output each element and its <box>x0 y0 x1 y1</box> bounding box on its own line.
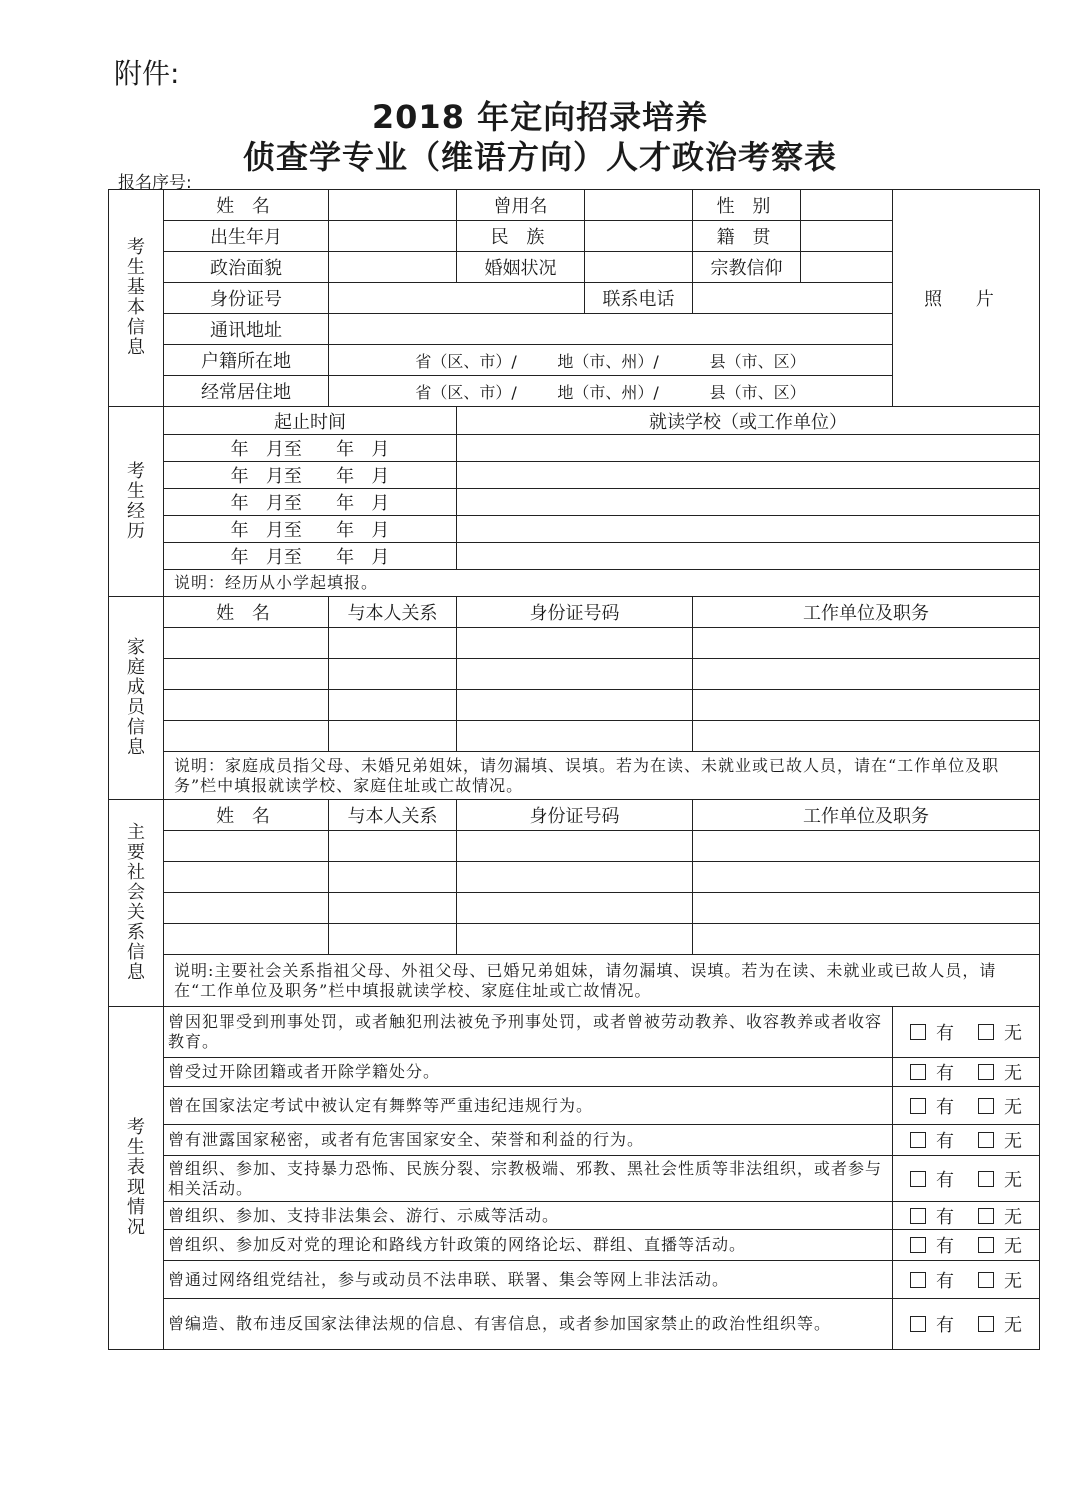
social-cell[interactable] <box>329 862 457 893</box>
family-cell[interactable] <box>693 690 1040 721</box>
former-name-field[interactable] <box>585 190 693 221</box>
conduct-item-text: 曾组织、参加、支持暴力恐怖、民族分裂、宗教极端、邪教、黑社会性质等非法组织，或者参与相关活动。 <box>164 1156 893 1202</box>
yes-checkbox[interactable] <box>910 1098 926 1114</box>
school-field[interactable] <box>457 489 1040 516</box>
political-field[interactable] <box>329 252 457 283</box>
household-label: 户籍所在地 <box>164 345 329 376</box>
section-label-basic: 考 生 基 本 信 息 <box>109 190 164 407</box>
examination-form-table <box>108 189 1040 1350</box>
school-field[interactable] <box>457 516 1040 543</box>
family-cell[interactable] <box>164 721 329 752</box>
social-name-header: 姓 名 <box>164 800 329 831</box>
section-label-social: 主 要 社 会 关 系 信 息 <box>109 800 164 1007</box>
social-cell[interactable] <box>164 831 329 862</box>
family-cell[interactable] <box>693 659 1040 690</box>
family-cell[interactable] <box>164 628 329 659</box>
no-checkbox[interactable] <box>978 1171 994 1187</box>
title-line-1: 2018 年定向招录培养 <box>371 98 709 136</box>
conduct-item-text: 曾组织、参加、支持非法集会、游行、示威等活动。 <box>164 1202 893 1230</box>
address-field[interactable] <box>329 314 893 345</box>
family-cell[interactable] <box>164 690 329 721</box>
attachment-label: 附件: <box>114 57 180 90</box>
serial-number-label: 报名序号: <box>118 173 192 193</box>
social-id-header: 身份证号码 <box>457 800 693 831</box>
period-field[interactable]: 年 月至 年 月 <box>164 435 457 462</box>
conduct-choice[interactable]: 有 无 <box>893 1156 1040 1202</box>
social-cell[interactable] <box>693 862 1040 893</box>
social-cell[interactable] <box>164 924 329 955</box>
section-label-experience: 考 生 经 历 <box>109 407 164 597</box>
yes-checkbox[interactable] <box>910 1316 926 1332</box>
social-cell[interactable] <box>457 924 693 955</box>
yes-checkbox[interactable] <box>910 1272 926 1288</box>
conduct-choice[interactable]: 有 无 <box>893 1087 1040 1125</box>
social-cell[interactable] <box>329 924 457 955</box>
no-checkbox[interactable] <box>978 1208 994 1224</box>
period-field[interactable]: 年 月至 年 月 <box>164 489 457 516</box>
social-cell[interactable] <box>693 924 1040 955</box>
yes-checkbox[interactable] <box>910 1208 926 1224</box>
phone-field[interactable] <box>693 283 893 314</box>
conduct-choice[interactable]: 有 无 <box>893 1261 1040 1299</box>
section-label-conduct: 考 生 表 现 情 况 <box>109 1007 164 1350</box>
conduct-choice[interactable]: 有 无 <box>893 1125 1040 1156</box>
social-cell[interactable] <box>457 893 693 924</box>
family-relation-header: 与本人关系 <box>329 597 457 628</box>
period-field[interactable]: 年 月至 年 月 <box>164 543 457 570</box>
conduct-item-text: 曾受过开除团籍或者开除学籍处分。 <box>164 1058 893 1087</box>
no-checkbox[interactable] <box>978 1024 994 1040</box>
yes-checkbox[interactable] <box>910 1132 926 1148</box>
former-name-label: 曾用名 <box>457 190 585 221</box>
residence-field[interactable]: 省（区、市）/ 地（市、州）/ 县（市、区） <box>329 376 893 407</box>
native-place-field[interactable] <box>801 221 893 252</box>
family-cell[interactable] <box>693 628 1040 659</box>
family-cell[interactable] <box>329 690 457 721</box>
family-cell[interactable] <box>457 628 693 659</box>
conduct-item-text: 曾在国家法定考试中被认定有舞弊等严重违纪违规行为。 <box>164 1087 893 1125</box>
native-place-label: 籍 贯 <box>693 221 801 252</box>
name-label: 姓 名 <box>164 190 329 221</box>
social-cell[interactable] <box>164 862 329 893</box>
conduct-choice[interactable]: 有 无 <box>893 1058 1040 1087</box>
social-cell[interactable] <box>329 893 457 924</box>
ethnicity-field[interactable] <box>585 221 693 252</box>
conduct-choice[interactable]: 有 无 <box>893 1007 1040 1058</box>
conduct-item-text: 曾组织、参加反对党的理论和路线方针政策的网络论坛、群组、直播等活动。 <box>164 1230 893 1261</box>
family-cell[interactable] <box>164 659 329 690</box>
id-number-field[interactable] <box>329 283 585 314</box>
marital-label: 婚姻状况 <box>457 252 585 283</box>
section-label-family: 家 庭 成 员 信 息 <box>109 597 164 800</box>
conduct-item-text: 曾有泄露国家秘密，或者有危害国家安全、荣誉和利益的行为。 <box>164 1125 893 1156</box>
family-cell[interactable] <box>329 659 457 690</box>
family-name-header: 姓 名 <box>164 597 329 628</box>
no-checkbox[interactable] <box>978 1064 994 1080</box>
period-field[interactable]: 年 月至 年 月 <box>164 516 457 543</box>
social-work-header: 工作单位及职务 <box>693 800 1040 831</box>
social-note: 说明:主要社会关系指祖父母、外祖父母、已婚兄弟姐妹，请勿漏填、误填。若为在读、未就业或已故人员，请在“工作单位及职务”栏中填报就读学校、家庭住址或亡故情况。 <box>164 955 1040 1007</box>
school-field[interactable] <box>457 435 1040 462</box>
religion-field[interactable] <box>801 252 893 283</box>
yes-checkbox[interactable] <box>910 1064 926 1080</box>
name-field[interactable] <box>329 190 457 221</box>
birth-field[interactable] <box>329 221 457 252</box>
family-cell[interactable] <box>693 721 1040 752</box>
address-label: 通讯地址 <box>164 314 329 345</box>
household-field[interactable]: 省（区、市）/ 地（市、州）/ 县（市、区） <box>329 345 893 376</box>
social-cell[interactable] <box>457 862 693 893</box>
no-checkbox[interactable] <box>978 1098 994 1114</box>
yes-checkbox[interactable] <box>910 1024 926 1040</box>
experience-note: 说明：经历从小学起填报。 <box>164 570 1040 597</box>
school-header: 就读学校（或工作单位） <box>457 407 1040 435</box>
social-cell[interactable] <box>693 831 1040 862</box>
gender-field[interactable] <box>801 190 893 221</box>
family-note: 说明：家庭成员指父母、未婚兄弟姐妹，请勿漏填、误填。若为在读、未就业或已故人员，请在“工作单位及职务”栏中填报就读学校、家庭住址或亡故情况。 <box>164 752 1040 800</box>
gender-label: 性 别 <box>693 190 801 221</box>
family-cell[interactable] <box>457 659 693 690</box>
school-field[interactable] <box>457 462 1040 489</box>
marital-field[interactable] <box>585 252 693 283</box>
family-id-header: 身份证号码 <box>457 597 693 628</box>
conduct-choice[interactable]: 有 无 <box>893 1230 1040 1261</box>
yes-checkbox[interactable] <box>910 1171 926 1187</box>
conduct-choice[interactable]: 有 无 <box>893 1299 1040 1350</box>
period-field[interactable]: 年 月至 年 月 <box>164 462 457 489</box>
family-cell[interactable] <box>457 690 693 721</box>
family-cell[interactable] <box>329 721 457 752</box>
yes-checkbox[interactable] <box>910 1237 926 1253</box>
social-relation-header: 与本人关系 <box>329 800 457 831</box>
social-cell[interactable] <box>693 893 1040 924</box>
conduct-item-text: 曾因犯罪受到刑事处罚，或者触犯刑法被免予刑事处罚，或者曾被劳动教养、收容教养或者收容教育。 <box>164 1007 893 1058</box>
no-checkbox[interactable] <box>978 1316 994 1332</box>
period-header: 起止时间 <box>164 407 457 435</box>
family-cell[interactable] <box>457 721 693 752</box>
political-label: 政治面貌 <box>164 252 329 283</box>
title-line-2: 侦查学专业（维语方向）人才政治考察表 <box>242 138 837 176</box>
family-work-header: 工作单位及职务 <box>693 597 1040 628</box>
family-cell[interactable] <box>329 628 457 659</box>
social-cell[interactable] <box>457 831 693 862</box>
conduct-item-text: 曾编造、散布违反国家法律法规的信息、有害信息，或者参加国家禁止的政治性组织等。 <box>164 1299 893 1350</box>
ethnicity-label: 民 族 <box>457 221 585 252</box>
school-field[interactable] <box>457 543 1040 570</box>
social-cell[interactable] <box>164 893 329 924</box>
social-cell[interactable] <box>329 831 457 862</box>
photo-area[interactable]: 照 片 <box>893 190 1040 407</box>
conduct-item-text: 曾通过网络组党结社，参与或动员不法串联、联署、集会等网上非法活动。 <box>164 1261 893 1299</box>
phone-label: 联系电话 <box>585 283 693 314</box>
birth-label: 出生年月 <box>164 221 329 252</box>
no-checkbox[interactable] <box>978 1272 994 1288</box>
religion-label: 宗教信仰 <box>693 252 801 283</box>
no-checkbox[interactable] <box>978 1132 994 1148</box>
no-checkbox[interactable] <box>978 1237 994 1253</box>
id-number-label: 身份证号 <box>164 283 329 314</box>
conduct-choice[interactable]: 有 无 <box>893 1202 1040 1230</box>
residence-label: 经常居住地 <box>164 376 329 407</box>
